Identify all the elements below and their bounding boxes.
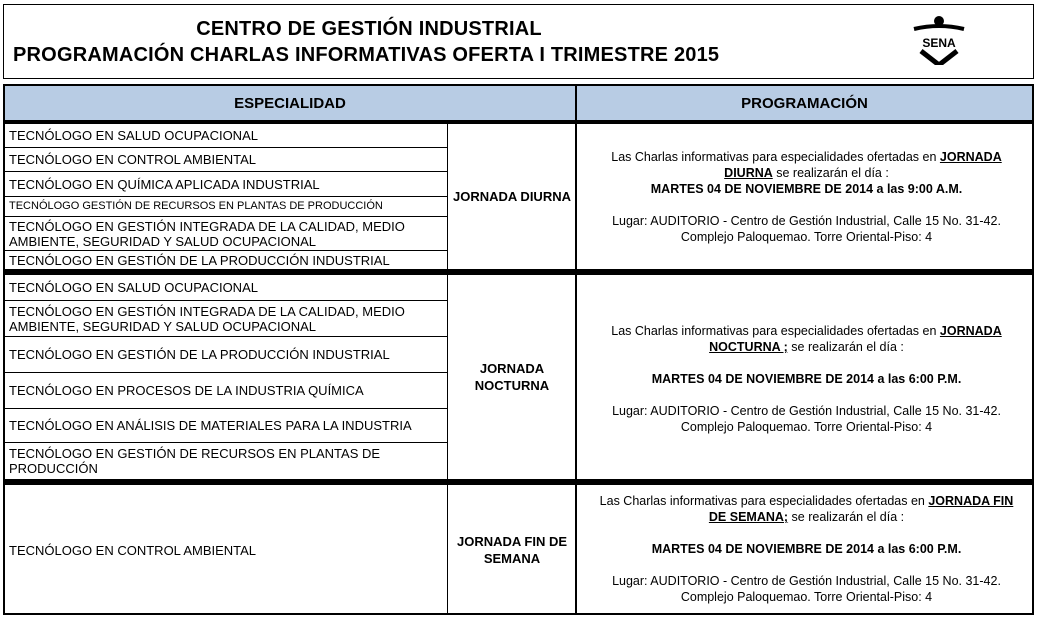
spec-item: TECNÓLOGO EN CONTROL AMBIENTAL [9, 542, 257, 558]
spec-item: TECNÓLOGO EN PROCESOS DE LA INDUSTRIA QUÍMICA [9, 383, 364, 398]
spec-item: TECNÓLOGO EN SALUD OCUPACIONAL [9, 280, 258, 295]
jornada-fin-de-semana: JORNADA FIN DE SEMANA [456, 534, 568, 566]
spec-item: TECNÓLOGO EN CONTROL AMBIENTAL [9, 152, 257, 167]
spec-item: TECNÓLOGO EN SALUD OCUPACIONAL [9, 128, 258, 143]
page-title: CENTRO DE GESTIÓN INDUSTRIAL [196, 18, 542, 40]
programacion-diurna: Las Charlas informativas para especialidades ofertadas en JORNADA DIURNA se realizarán el día : MARTES 04 DE NOVIEMBRE DE 2014 a las 9:00 A.M. Lugar: AUDITORIO - Centro de Gestión Industrial, Calle 15 No. 31-42. Complejo Paloquemao. Torre Oriental-Piso: 4 [611, 150, 1002, 244]
spec-item: TECNÓLOGO EN GESTIÓN INTEGRADA DE LA CALIDAD, MEDIO AMBIENTE, SEGURIDAD Y SALUD OCUPACIONAL [9, 303, 405, 334]
sena-logo-icon [909, 15, 969, 65]
document-header [3, 4, 1034, 79]
spec-item: TECNÓLOGO EN ANÁLISIS DE MATERIALES PARA LA INDUSTRIA [9, 418, 412, 433]
spec-item: TECNÓLOGO EN GESTIÓN DE LA PRODUCCIÓN INDUSTRIAL [9, 252, 390, 268]
jornada-nocturna: JORNADA NOCTURNA [474, 361, 550, 393]
spec-item: TECNÓLOGO EN GESTIÓN DE RECURSOS EN PLANTAS DE PRODUCCIÓN [9, 446, 381, 476]
spec-item: TECNÓLOGO EN GESTIÓN DE LA PRODUCCIÓN INDUSTRIAL [9, 347, 390, 362]
spec-item: TECNÓLOGO EN QUÍMICA APLICADA INDUSTRIAL [9, 176, 320, 192]
jornada-diurna: JORNADA DIURNA [453, 189, 571, 204]
svg-text:SENA: SENA [922, 36, 956, 50]
header-especialidad: ESPECIALIDAD [5, 86, 575, 120]
page-subtitle: PROGRAMACIÓN CHARLAS INFORMATIVAS OFERTA I TRIMESTRE 2015 [13, 44, 720, 66]
programacion-nocturna: Las Charlas informativas para especialidades ofertadas en JORNADA NOCTURNA ; se realizarán el día : MARTES 04 DE NOVIEMBRE DE 2014 a las 6:00 P.M. Lugar: AUDITORIO - Centro de Gestión Industrial, Calle 15 No. 31-42. Complejo Paloquemao. Torre Oriental-Piso: 4 [611, 324, 1002, 434]
header-programacion: PROGRAMACIÓN [577, 86, 1032, 120]
programacion-fin-de-semana: Las Charlas informativas para especialidades ofertadas en JORNADA FIN DE SEMANA; se realizarán el día : MARTES 04 DE NOVIEMBRE DE 2014 a las 6:00 P.M. Lugar: AUDITORIO - Centro de Gestión Industrial, Calle 15 No. 31-42. Complejo Paloquemao. Torre Oriental-Piso: 4 [599, 494, 1014, 604]
spec-item: TECNÓLOGO GESTIÓN DE RECURSOS EN PLANTAS DE PRODUCCIÓN [9, 200, 383, 212]
schedule-table [3, 84, 1034, 615]
spec-item: TECNÓLOGO EN GESTIÓN INTEGRADA DE LA CALIDAD, MEDIO AMBIENTE, SEGURIDAD Y SALUD OCUPACIONAL [9, 218, 405, 249]
